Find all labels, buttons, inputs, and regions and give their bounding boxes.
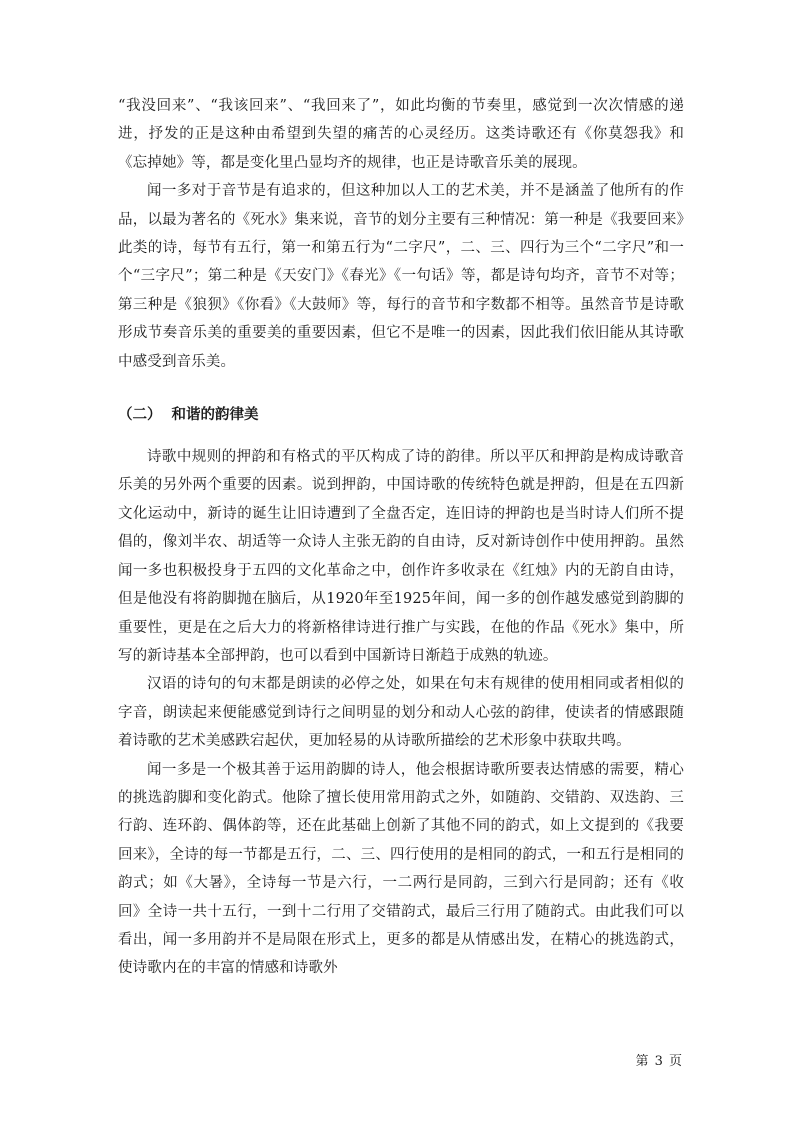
section-heading-number: （二） [118, 407, 162, 424]
page-number: 第 3 页 [635, 1054, 683, 1069]
document-body [118, 92, 684, 983]
paragraph-5: 闻一多是一个极其善于运用韵脚的诗人，他会根据诗歌所要表达情感的需要，精心的挑选韵脚和变化韵式。他除了擅长使用常用韵式之外，如随韵、交错韵、双迭韵、三行韵、连环韵、偶体韵等，还在此基础上创新了其他不同的韵式，如上文提到的《我要回来》，全诗的每一节都是五行，二、三、四行使用的是相同的韵式，一和五行是相同的韵式；如《大暑》，全诗每一节是六行，一二两行是同韵，三到六行是同韵；还有《收回》全诗一共十五行，一到十二行用了交错韵式，最后三行用了随韵式。由此我们可以看出，闻一多用韵并不是局限在形式上，更多的都是从情感出发，在精心的挑选韵式，使诗歌内在的丰富的情感和诗歌外 [118, 761, 684, 977]
section-heading-title: 和谐的韵律美 [171, 407, 259, 424]
section-heading [118, 401, 684, 429]
paragraph-2: 闻一多对于音节是有追求的，但这种加以人工的艺术美，并不是涵盖了他所有的作品，以最为著名的《死水》集来说，音节的划分主要有三种情况：第一种是《我要回来》此类的诗，每节有五行，第一和第五行为“二字尺”，二、三、四行为三个“二字尺”和一个“三字尺”；第二种是《天安门》《春光》《一句话》等，都是诗句均齐，音节不对等；第三种是《狼狈》《你看》《大鼓师》等，每行的音节和字数都不相等。虽然音节是诗歌形成节奏音乐美的重要美的重要因素，但它不是唯一的因素，因此我们依旧能从其诗歌中感受到音乐美。 [118, 183, 684, 370]
paragraph-4: 汉语的诗句的句末都是朗读的必停之处，如果在句末有规律的使用相同或者相似的字音，朗读起来便能感觉到诗行之间明显的划分和动人心弦的韵律，使读者的情感跟随着诗歌的艺术美感跌宕起伏，更加轻易的从诗歌所描绘的艺术形象中获取共鸣。 [118, 676, 684, 750]
paragraph-1: “我没回来”、“我该回来”、“我回来了”，如此均衡的节奏里，感觉到一次次情感的递进，抒发的正是这种由希望到失望的痛苦的心灵经历。这类诗歌还有《你莫怨我》和《忘掉她》等，都是变化里凸显均齐的规律，也正是诗歌音乐美的展现。 [118, 98, 684, 171]
paragraph-3: 诗歌中规则的押韵和有格式的平仄构成了诗的韵律。所以平仄和押韵是构成诗歌音乐美的另外两个重要的因素。说到押韵，中国诗歌的传统特色就是押韵，但是在五四新文化运动中，新诗的诞生让旧诗遭到了全盘否定，连旧诗的押韵也是当时诗人们所不提倡的，像刘半农、胡适等一众诗人主张无韵的自由诗，反对新诗创作中使用押韵。虽然闻一多也积极投身于五四的文化革命之中，创作许多收录在《红烛》内的无韵自由诗，但是他没有将韵脚抛在脑后，从1920年至1925年间，闻一多的创作越发感觉到韵脚的重要性，更是在之后大力的将新格律诗进行推广与实践，在他的作品《死水》集中，所写的新诗基本全部押韵，也可以看到中国新诗日渐趋于成熟的轨迹。 [118, 449, 684, 664]
